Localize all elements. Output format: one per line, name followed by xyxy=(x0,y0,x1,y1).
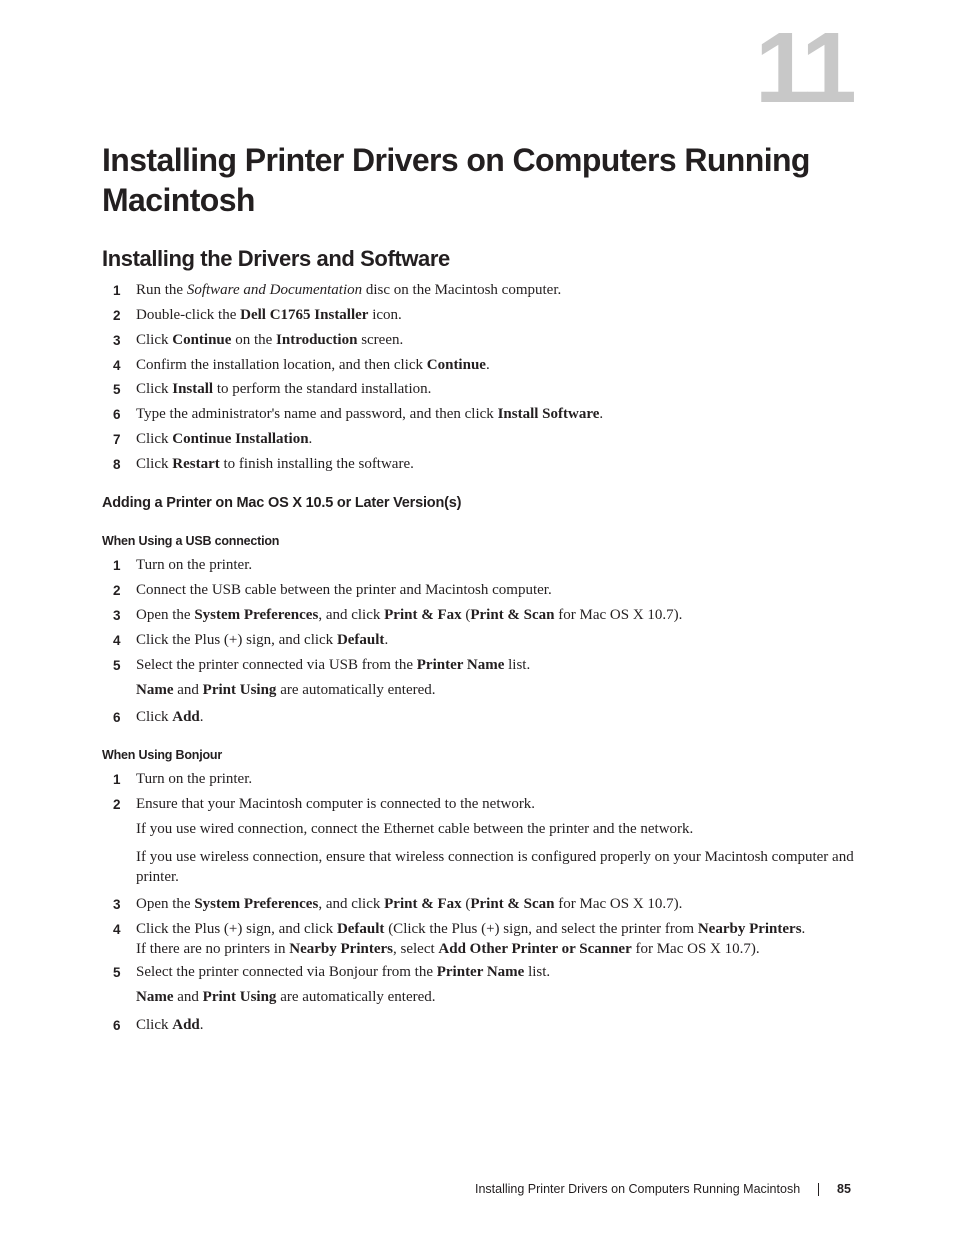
step-number: 2 xyxy=(113,308,121,323)
step-number: 5 xyxy=(113,382,121,397)
step-number: 3 xyxy=(113,897,121,912)
usb-note: Name and Print Using are automatically entered. xyxy=(136,682,436,698)
page-number: 85 xyxy=(837,1182,851,1196)
step-number: 5 xyxy=(113,658,121,673)
usb-heading: When Using a USB connection xyxy=(102,534,280,548)
step-number: 7 xyxy=(113,432,121,447)
step-number: 3 xyxy=(113,608,121,623)
footer-title: Installing Printer Drivers on Computers Running Macintosh xyxy=(475,1182,801,1196)
step-number: 5 xyxy=(113,965,121,980)
bonjour-wireless-note: If you use wireless connection, ensure that wireless connection is configured properly on your Macintosh computer and printer. xyxy=(136,849,854,885)
bonjour-heading: When Using Bonjour xyxy=(102,748,222,762)
step-number: 2 xyxy=(113,583,121,598)
bonjour-note: Name and Print Using are automatically entered. xyxy=(136,989,436,1005)
step-number: 1 xyxy=(113,772,121,787)
step-number: 3 xyxy=(113,333,121,348)
step-number: 6 xyxy=(113,710,121,725)
footer-divider xyxy=(818,1183,819,1196)
step-number: 4 xyxy=(113,358,121,373)
step-number: 4 xyxy=(113,633,121,648)
step-number: 8 xyxy=(113,457,121,472)
chapter-number: 11 xyxy=(755,12,853,124)
step-number: 6 xyxy=(113,1018,121,1033)
section-heading: Installing the Drivers and Software xyxy=(102,246,450,271)
step-number: 2 xyxy=(113,797,121,812)
page-footer xyxy=(475,1181,855,1197)
bonjour-wired-note: If you use wired connection, connect the Ethernet cable between the printer and the network. xyxy=(136,821,694,837)
subsection-heading: Adding a Printer on Mac OS X 10.5 or Later Version(s) xyxy=(102,495,462,511)
step-number: 1 xyxy=(113,283,121,298)
step-number: 4 xyxy=(113,922,121,937)
step-number: 1 xyxy=(113,558,121,573)
step-number: 6 xyxy=(113,407,121,422)
page-title: Installing Printer Drivers on Computers Running Macintosh xyxy=(102,142,810,218)
